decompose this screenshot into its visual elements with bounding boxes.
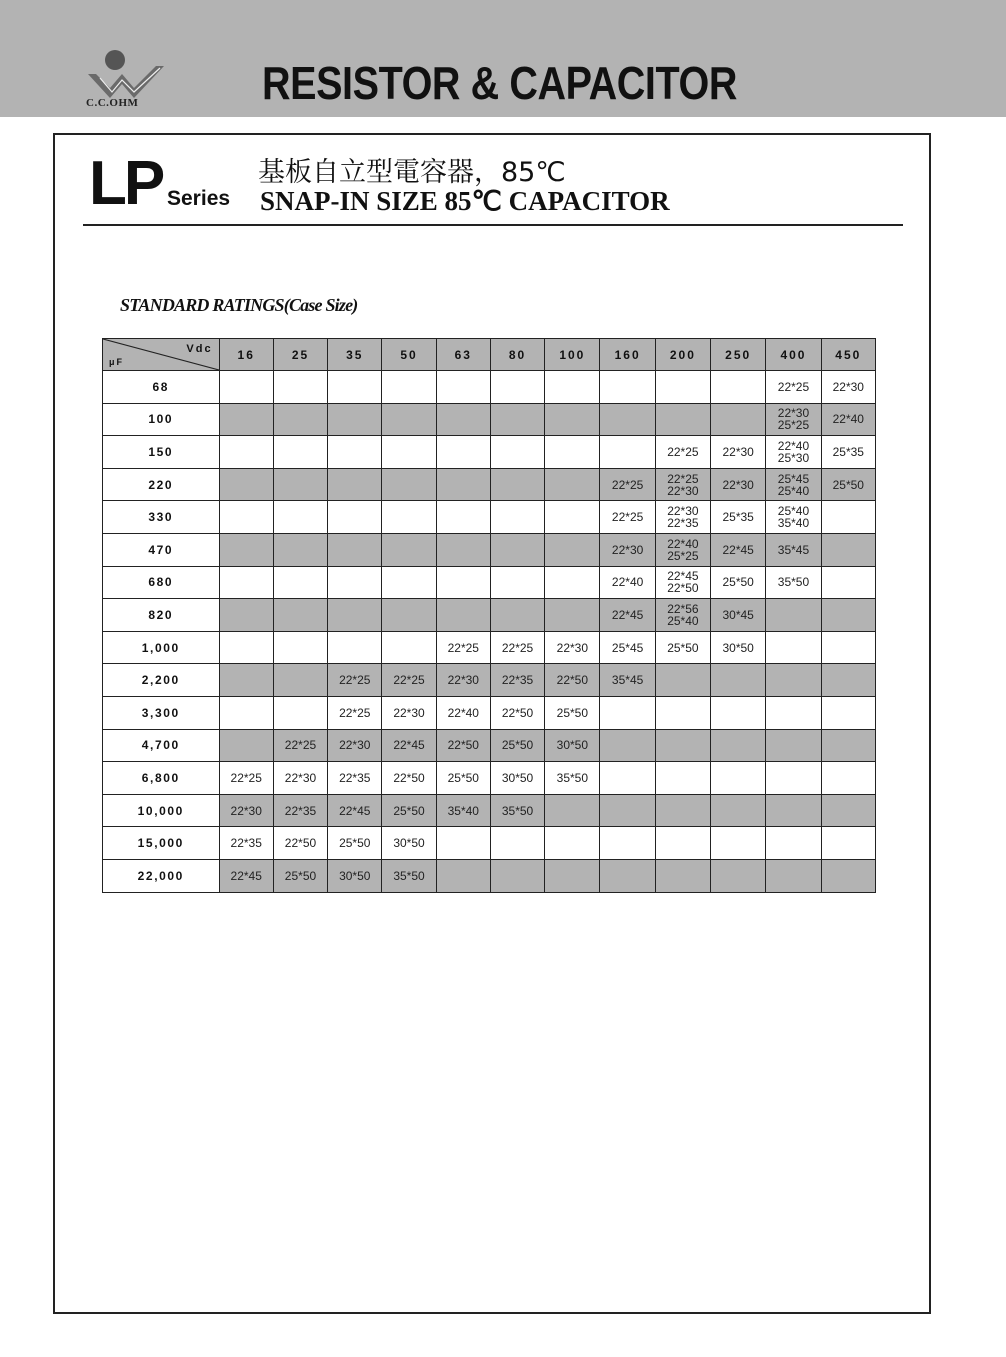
- case-size-line: 25*25: [667, 548, 699, 563]
- capacitance-cell: 330: [103, 501, 220, 534]
- case-size-cell: [436, 403, 490, 436]
- voltage-header: 35: [328, 339, 382, 371]
- case-size-line: 22*56: [667, 601, 699, 616]
- case-size-line: 22*50: [667, 581, 699, 596]
- case-size-cell: [766, 436, 821, 469]
- case-size-cell: [545, 501, 600, 534]
- case-size-cell: 30*50: [545, 729, 600, 762]
- case-size-cell: [219, 729, 273, 762]
- case-size-cell: 22*30: [436, 664, 490, 697]
- case-size-cell: 35*45: [766, 533, 821, 566]
- case-size-cell: [273, 599, 327, 632]
- case-size-cell: [766, 468, 821, 501]
- case-size-line: 25*45: [777, 471, 810, 486]
- case-size-cell: [600, 859, 655, 892]
- capacitance-cell: 2,200: [103, 664, 220, 697]
- case-size-cell: 25*50: [490, 729, 544, 762]
- case-size-cell: 25*50: [328, 827, 382, 860]
- case-size-cell: [273, 468, 327, 501]
- voltage-header: 400: [766, 339, 821, 371]
- case-size-line: 25*25: [777, 418, 810, 433]
- case-size-cell: 22*30: [328, 729, 382, 762]
- case-size-cell: [821, 729, 875, 762]
- case-size-cell: [821, 599, 875, 632]
- case-size-cell: 22*40: [600, 566, 655, 599]
- logo-text: C.C.OHM: [86, 97, 139, 109]
- voltage-header: 80: [490, 339, 544, 371]
- case-size-cell: [490, 599, 544, 632]
- case-size-cell: [219, 566, 273, 599]
- case-size-cell: [382, 468, 436, 501]
- table-row: [103, 729, 876, 762]
- case-size-line: 22*30: [667, 483, 699, 498]
- case-size-cell: [436, 566, 490, 599]
- case-size-cell: 30*45: [711, 599, 766, 632]
- case-size-cell: 22*50: [436, 729, 490, 762]
- capacitance-cell: 6,800: [103, 762, 220, 795]
- table-row: [103, 827, 876, 860]
- case-size-cell: [328, 566, 382, 599]
- case-size-cell: [655, 371, 710, 404]
- capacitance-cell: 4,700: [103, 729, 220, 762]
- case-size-cell: [821, 664, 875, 697]
- case-size-cell: [821, 762, 875, 795]
- case-size-cell: 25*50: [545, 696, 600, 729]
- case-size-cell: 22*45: [219, 859, 273, 892]
- case-size-cell: 22*30: [821, 371, 875, 404]
- case-size-cell: [328, 533, 382, 566]
- voltage-header: 250: [711, 339, 766, 371]
- case-size-cell: [490, 533, 544, 566]
- corner-cell: [103, 339, 220, 371]
- case-size-cell: [382, 533, 436, 566]
- case-size-cell: [436, 859, 490, 892]
- case-size-cell: [328, 436, 382, 469]
- vdc-label: Vdc: [186, 343, 213, 355]
- capacitance-cell: 680: [103, 566, 220, 599]
- case-size-cell: [382, 599, 436, 632]
- capacitance-cell: 22,000: [103, 859, 220, 892]
- case-size-cell: [821, 696, 875, 729]
- case-size-cell: 22*50: [490, 696, 544, 729]
- case-size-cell: [600, 794, 655, 827]
- case-size-cell: [273, 403, 327, 436]
- case-size-cell: [436, 533, 490, 566]
- capacitance-cell: 3,300: [103, 696, 220, 729]
- case-size-cell: [328, 371, 382, 404]
- case-size-cell: [328, 631, 382, 664]
- table-row: [103, 631, 876, 664]
- case-size-cell: [273, 631, 327, 664]
- case-size-cell: 22*45: [600, 599, 655, 632]
- case-size-cell: 22*25: [382, 664, 436, 697]
- case-size-cell: [655, 859, 710, 892]
- case-size-cell: [821, 859, 875, 892]
- capacitance-cell: 100: [103, 403, 220, 436]
- case-size-cell: 25*45: [600, 631, 655, 664]
- voltage-header: 100: [545, 339, 600, 371]
- case-size-cell: [382, 371, 436, 404]
- case-size-cell: 22*25: [655, 436, 710, 469]
- case-size-cell: 22*30: [711, 436, 766, 469]
- case-size-cell: [655, 827, 710, 860]
- case-size-cell: [382, 501, 436, 534]
- series-word: Series: [167, 187, 231, 210]
- capacitance-cell: 15,000: [103, 827, 220, 860]
- table-row: [103, 566, 876, 599]
- case-size-cell: [436, 599, 490, 632]
- case-size-cell: [328, 468, 382, 501]
- case-size-cell: [273, 436, 327, 469]
- case-size-cell: 35*50: [766, 566, 821, 599]
- case-size-cell: 35*50: [545, 762, 600, 795]
- table-row: [103, 436, 876, 469]
- case-size-cell: [655, 696, 710, 729]
- case-size-cell: 22*25: [328, 664, 382, 697]
- capacitance-cell: 820: [103, 599, 220, 632]
- case-size-cell: [655, 599, 710, 632]
- case-size-cell: 30*50: [711, 631, 766, 664]
- table-row: [103, 403, 876, 436]
- table-row: [103, 533, 876, 566]
- case-size-cell: 35*50: [490, 794, 544, 827]
- voltage-header: 450: [821, 339, 875, 371]
- case-size-cell: [219, 533, 273, 566]
- case-size-cell: [600, 371, 655, 404]
- case-size-cell: [821, 631, 875, 664]
- case-size-cell: [545, 371, 600, 404]
- case-size-line: 22*40: [667, 536, 699, 551]
- case-size-cell: [490, 371, 544, 404]
- case-size-cell: [711, 827, 766, 860]
- case-size-line: 25*40: [667, 613, 699, 628]
- case-size-cell: [545, 566, 600, 599]
- case-size-cell: [273, 566, 327, 599]
- case-size-cell: [382, 403, 436, 436]
- case-size-cell: [821, 566, 875, 599]
- case-size-cell: 22*45: [711, 533, 766, 566]
- case-size-cell: 35*40: [436, 794, 490, 827]
- case-size-cell: [655, 533, 710, 566]
- capacitance-cell: 10,000: [103, 794, 220, 827]
- case-size-cell: [490, 436, 544, 469]
- case-size-cell: [821, 827, 875, 860]
- case-size-cell: 30*50: [328, 859, 382, 892]
- case-size-cell: [766, 696, 821, 729]
- case-size-cell: [766, 859, 821, 892]
- series-title-chinese: 基板自立型電容器，85℃: [258, 157, 566, 188]
- case-size-cell: [766, 403, 821, 436]
- case-size-cell: [766, 664, 821, 697]
- case-size-cell: [436, 468, 490, 501]
- case-size-cell: [711, 729, 766, 762]
- voltage-header: 200: [655, 339, 710, 371]
- case-size-cell: 22*30: [382, 696, 436, 729]
- case-size-cell: 22*30: [273, 762, 327, 795]
- table-row: [103, 468, 876, 501]
- case-size-cell: 35*50: [382, 859, 436, 892]
- capacitance-cell: 150: [103, 436, 220, 469]
- case-size-cell: [219, 599, 273, 632]
- case-size-cell: 22*30: [600, 533, 655, 566]
- case-size-cell: [545, 827, 600, 860]
- case-size-cell: [711, 403, 766, 436]
- case-size-cell: [655, 762, 710, 795]
- case-size-cell: 25*35: [711, 501, 766, 534]
- case-size-cell: [490, 859, 544, 892]
- case-size-cell: 22*35: [219, 827, 273, 860]
- ratings-table: [102, 338, 876, 893]
- capacitance-cell: 220: [103, 468, 220, 501]
- case-size-cell: [655, 501, 710, 534]
- case-size-cell: [436, 371, 490, 404]
- series-code: LP: [89, 149, 163, 218]
- case-size-cell: [600, 762, 655, 795]
- case-size-cell: [219, 436, 273, 469]
- case-size-cell: [328, 501, 382, 534]
- case-size-cell: [711, 664, 766, 697]
- case-size-cell: 25*50: [382, 794, 436, 827]
- case-size-cell: [766, 729, 821, 762]
- case-size-cell: [382, 566, 436, 599]
- case-size-cell: [219, 501, 273, 534]
- case-size-cell: 25*50: [711, 566, 766, 599]
- case-size-cell: [655, 566, 710, 599]
- table-row: [103, 696, 876, 729]
- title-divider: [83, 224, 903, 226]
- capacitance-cell: 68: [103, 371, 220, 404]
- uf-label: μF: [109, 357, 125, 367]
- case-size-cell: 22*25: [490, 631, 544, 664]
- case-size-cell: [600, 403, 655, 436]
- case-size-cell: 22*30: [219, 794, 273, 827]
- case-size-cell: 22*45: [382, 729, 436, 762]
- case-size-line: 22*30: [667, 504, 699, 519]
- case-size-cell: 25*50: [821, 468, 875, 501]
- case-size-cell: [821, 533, 875, 566]
- table-caption: STANDARD RATINGS(Case Size): [120, 295, 358, 315]
- case-size-cell: 25*35: [821, 436, 875, 469]
- case-size-line: 25*40: [777, 504, 810, 519]
- case-size-cell: 22*25: [600, 468, 655, 501]
- voltage-header: 16: [219, 339, 273, 371]
- case-size-line: 22*40: [777, 438, 810, 453]
- case-size-line: 22*30: [777, 406, 810, 421]
- case-size-cell: 30*50: [490, 762, 544, 795]
- case-size-cell: 22*25: [436, 631, 490, 664]
- case-size-cell: [655, 729, 710, 762]
- case-size-cell: [490, 501, 544, 534]
- case-size-cell: [219, 696, 273, 729]
- case-size-cell: [328, 403, 382, 436]
- case-size-line: 22*25: [667, 471, 699, 486]
- voltage-header: 25: [273, 339, 327, 371]
- case-size-cell: 22*40: [436, 696, 490, 729]
- case-size-cell: [545, 403, 600, 436]
- table-row: [103, 762, 876, 795]
- case-size-cell: [766, 762, 821, 795]
- case-size-cell: [545, 859, 600, 892]
- table-row: [103, 859, 876, 892]
- case-size-cell: [219, 403, 273, 436]
- case-size-cell: [655, 664, 710, 697]
- case-size-cell: [436, 501, 490, 534]
- table-row: [103, 599, 876, 632]
- case-size-cell: [766, 631, 821, 664]
- case-size-cell: 22*45: [328, 794, 382, 827]
- case-size-cell: [490, 468, 544, 501]
- case-size-cell: [545, 436, 600, 469]
- case-size-cell: 35*45: [600, 664, 655, 697]
- capacitance-cell: 470: [103, 533, 220, 566]
- case-size-cell: 22*25: [328, 696, 382, 729]
- case-size-cell: 22*50: [545, 664, 600, 697]
- case-size-cell: [711, 371, 766, 404]
- case-size-cell: [600, 696, 655, 729]
- case-size-cell: 30*50: [382, 827, 436, 860]
- case-size-cell: [436, 827, 490, 860]
- case-size-cell: [655, 403, 710, 436]
- case-size-cell: [711, 762, 766, 795]
- case-size-cell: [545, 533, 600, 566]
- case-size-cell: [655, 468, 710, 501]
- voltage-header: 50: [382, 339, 436, 371]
- case-size-cell: [766, 794, 821, 827]
- case-size-cell: 22*35: [490, 664, 544, 697]
- case-size-cell: [821, 501, 875, 534]
- voltage-header-row: [103, 339, 876, 371]
- case-size-cell: [545, 599, 600, 632]
- series-title-english: SNAP-IN SIZE 85℃ CAPACITOR: [260, 186, 670, 216]
- case-size-cell: [219, 371, 273, 404]
- case-size-cell: 22*25: [219, 762, 273, 795]
- table-row: [103, 794, 876, 827]
- case-size-cell: 22*25: [600, 501, 655, 534]
- case-size-cell: 25*50: [655, 631, 710, 664]
- case-size-cell: 22*50: [273, 827, 327, 860]
- case-size-cell: [328, 599, 382, 632]
- voltage-header: 63: [436, 339, 490, 371]
- case-size-cell: [219, 664, 273, 697]
- case-size-line: 22*35: [667, 516, 699, 531]
- table-row: [103, 501, 876, 534]
- voltage-header: 160: [600, 339, 655, 371]
- case-size-cell: [600, 827, 655, 860]
- case-size-cell: [821, 794, 875, 827]
- case-size-line: 22*45: [667, 569, 699, 584]
- case-size-line: 25*30: [777, 450, 810, 465]
- case-size-cell: [273, 501, 327, 534]
- case-size-cell: [382, 436, 436, 469]
- case-size-line: 35*40: [777, 516, 810, 531]
- case-size-cell: [766, 827, 821, 860]
- case-size-cell: 22*25: [766, 371, 821, 404]
- case-size-cell: 22*30: [711, 468, 766, 501]
- case-size-cell: [219, 468, 273, 501]
- case-size-cell: [436, 436, 490, 469]
- case-size-cell: [219, 631, 273, 664]
- case-size-cell: 22*30: [545, 631, 600, 664]
- table-row: [103, 664, 876, 697]
- capacitance-cell: 1,000: [103, 631, 220, 664]
- case-size-cell: [273, 664, 327, 697]
- case-size-line: 25*40: [777, 483, 810, 498]
- case-size-cell: [766, 501, 821, 534]
- case-size-cell: 22*35: [328, 762, 382, 795]
- case-size-cell: 25*50: [273, 859, 327, 892]
- case-size-cell: [382, 631, 436, 664]
- case-size-cell: [273, 533, 327, 566]
- case-size-cell: [545, 794, 600, 827]
- case-size-cell: [711, 794, 766, 827]
- case-size-cell: [600, 436, 655, 469]
- case-size-cell: [711, 859, 766, 892]
- case-size-cell: [655, 794, 710, 827]
- case-size-cell: [490, 566, 544, 599]
- case-size-cell: [490, 403, 544, 436]
- table-row: [103, 371, 876, 404]
- case-size-cell: 25*50: [436, 762, 490, 795]
- case-size-cell: [273, 696, 327, 729]
- case-size-cell: [711, 696, 766, 729]
- case-size-cell: [600, 729, 655, 762]
- case-size-cell: [273, 371, 327, 404]
- case-size-cell: 22*40: [821, 403, 875, 436]
- case-size-cell: 22*35: [273, 794, 327, 827]
- case-size-cell: 22*50: [382, 762, 436, 795]
- case-size-cell: [490, 827, 544, 860]
- banner-title: RESISTOR & CAPACITOR: [262, 57, 737, 109]
- case-size-cell: 22*25: [273, 729, 327, 762]
- case-size-cell: [766, 599, 821, 632]
- case-size-cell: [545, 468, 600, 501]
